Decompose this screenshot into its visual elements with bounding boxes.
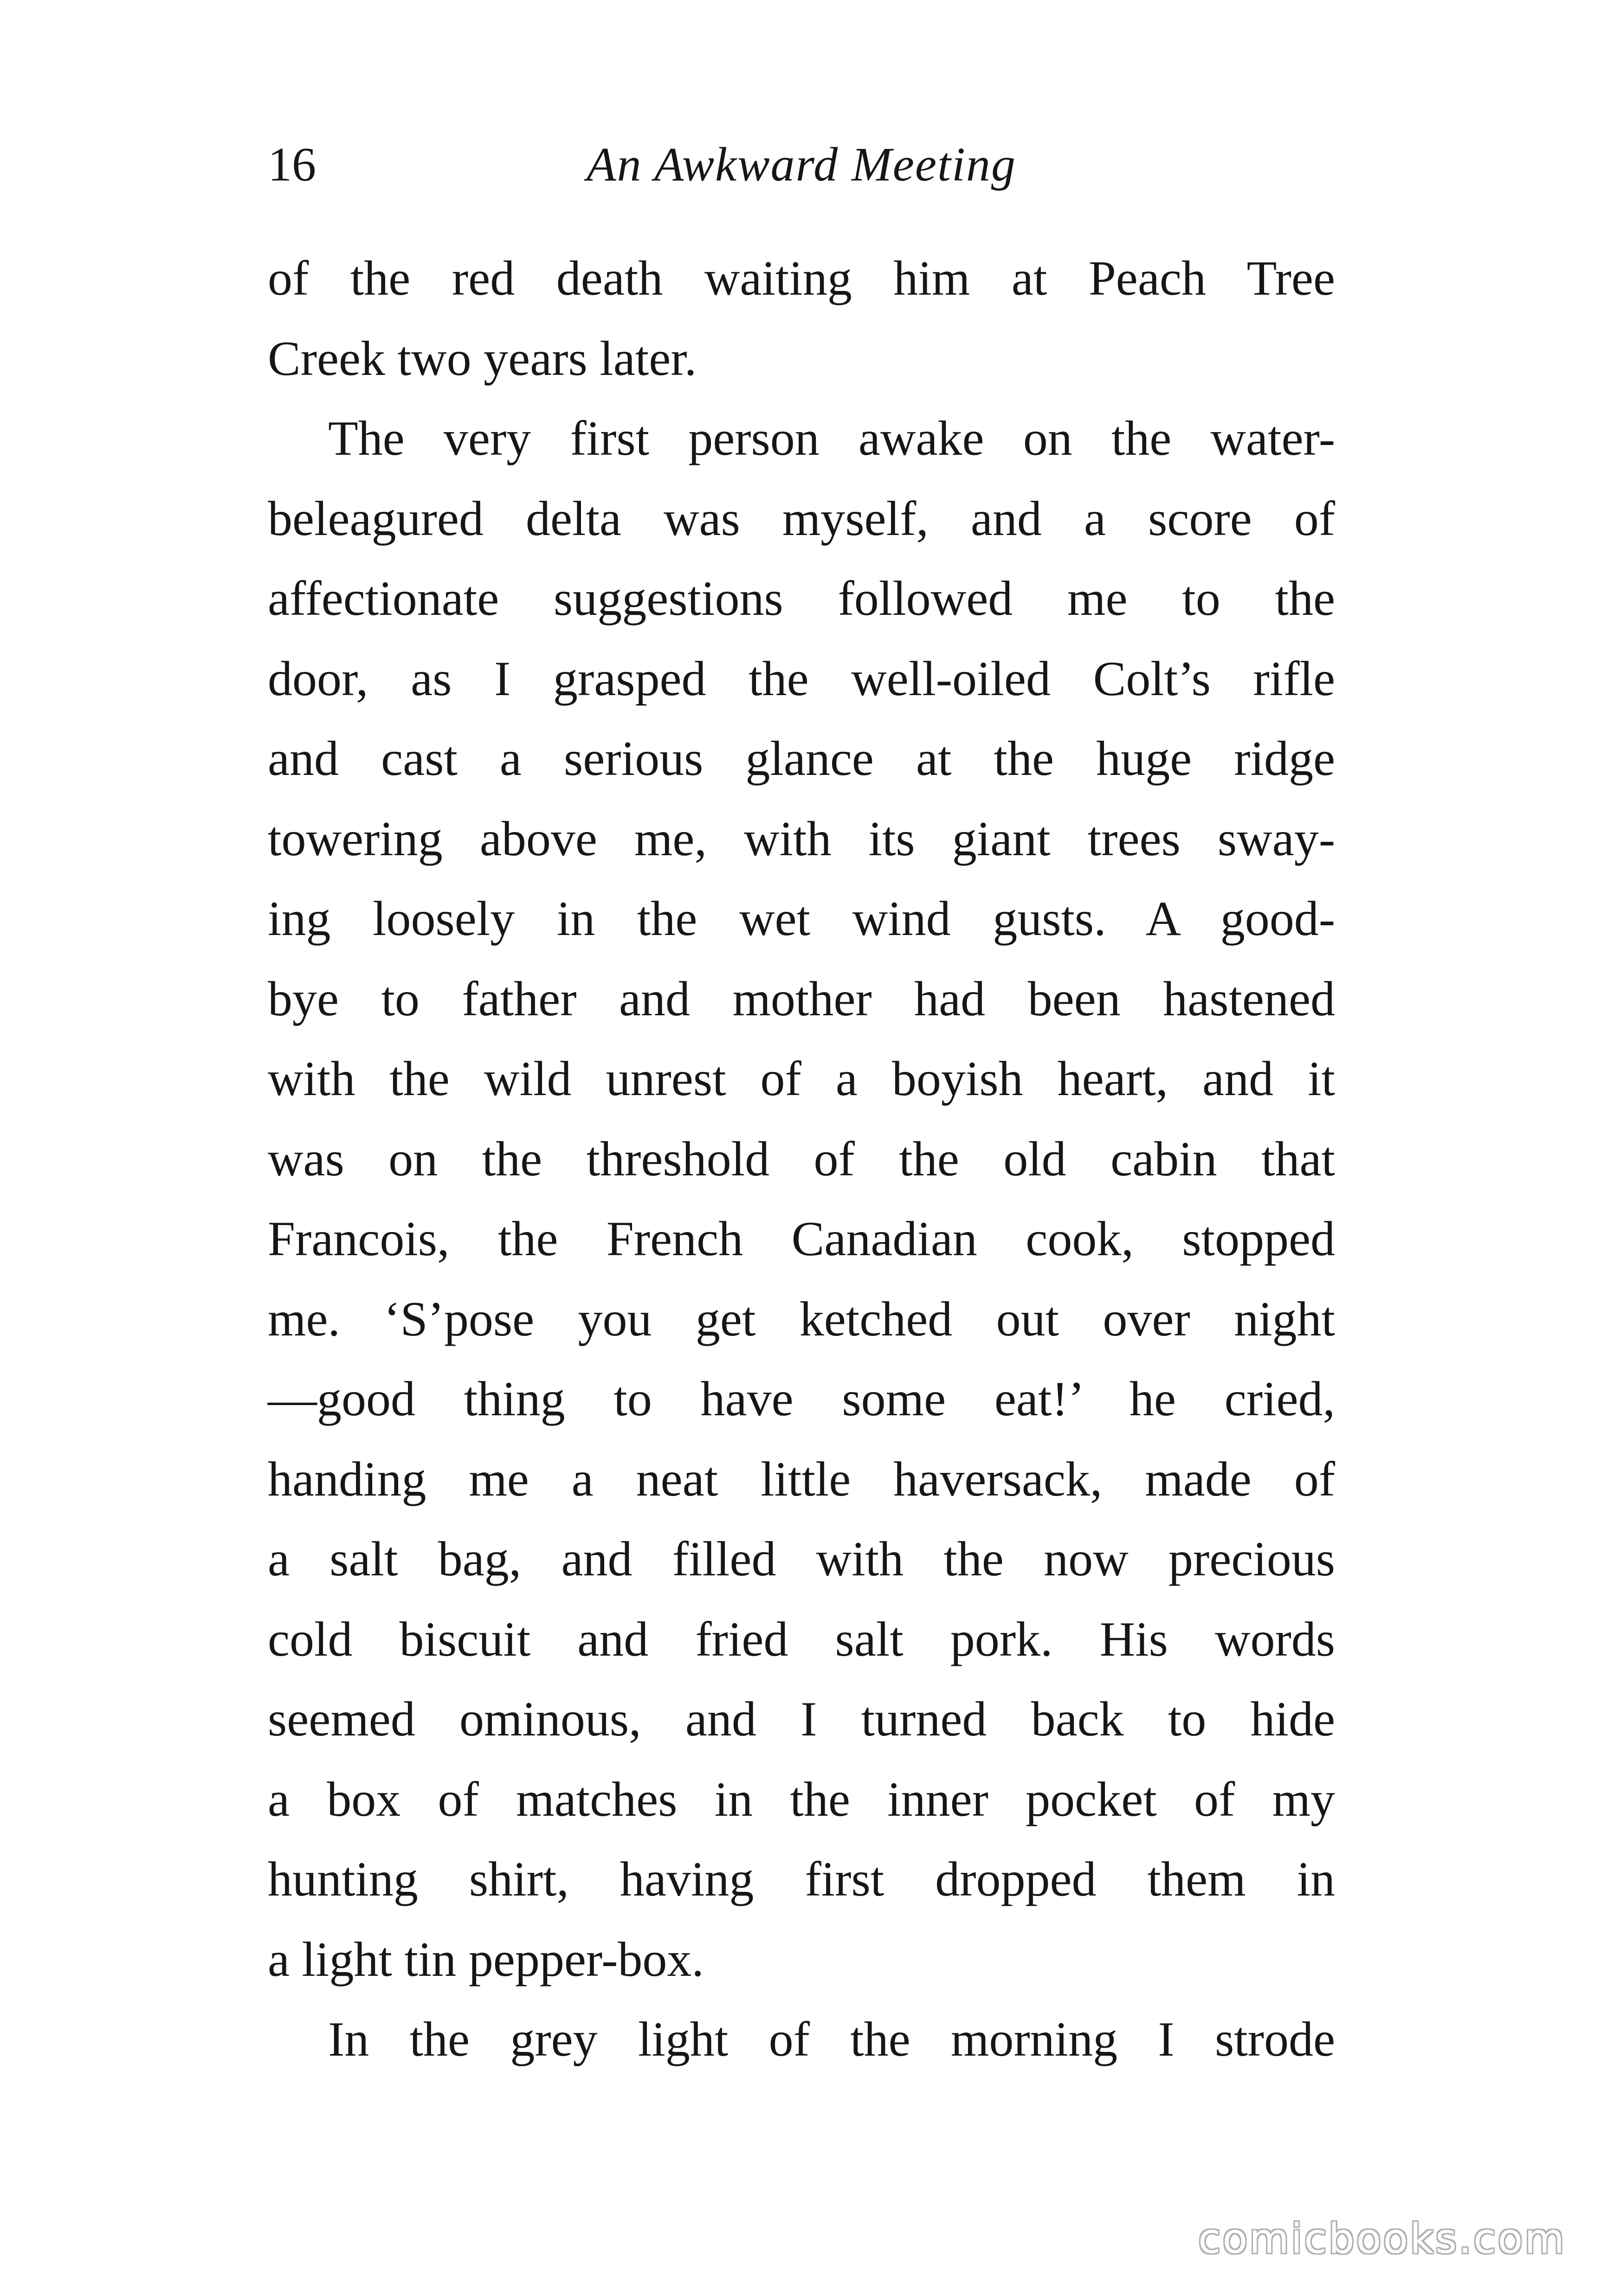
- text-line: a box of matches in the inner pocket of my: [268, 1772, 1335, 1826]
- text-line: hunting shirt, having first dropped them in: [268, 1852, 1335, 1906]
- body-text: [268, 239, 1335, 2080]
- text-line: and cast a serious glance at the huge ridge: [268, 731, 1335, 786]
- text-line: seemed ominous, and I turned back to hide: [268, 1692, 1335, 1746]
- text-line: handing me a neat little haversack, made of: [268, 1451, 1335, 1506]
- running-head: [268, 135, 1335, 195]
- text-line: The very first person awake on the water-: [328, 411, 1335, 465]
- text-line: a light tin pepper-box.: [268, 1932, 704, 1986]
- text-line: with the wild unrest of a boyish heart, and it: [268, 1051, 1335, 1106]
- text-line: door, as I grasped the well-oiled Colt’s rifle: [268, 651, 1335, 706]
- text-line: was on the threshold of the old cabin that: [268, 1131, 1335, 1186]
- text-line: bye to father and mother had been hastened: [268, 971, 1335, 1026]
- text-line: —good thing to have some eat!’ he cried,: [268, 1372, 1335, 1426]
- text-line: In the grey light of the morning I strode: [328, 2012, 1335, 2066]
- text-line: Francois, the French Canadian cook, stopped: [268, 1212, 1335, 1266]
- text-line: ing loosely in the wet wind gusts. A good-: [268, 891, 1335, 946]
- text-line: me. ‘S’pose you get ketched out over night: [268, 1291, 1335, 1346]
- running-title: An Awkward Meeting: [587, 138, 1016, 191]
- text-line: of the red death waiting him at Peach Tree: [268, 251, 1335, 305]
- text-line: Creek two years later.: [268, 331, 697, 386]
- text-line: affectionate suggestions followed me to the: [268, 571, 1335, 626]
- text-line: beleagured delta was myself, and a score of: [268, 491, 1335, 546]
- page-number: 16: [268, 138, 316, 191]
- text-line: towering above me, with its giant trees sway-: [268, 811, 1335, 866]
- text-line: a salt bag, and filled with the now precious: [268, 1532, 1335, 1586]
- watermark: comicbooks.com: [1198, 2215, 1566, 2263]
- text-line: cold biscuit and fried salt pork. His words: [268, 1612, 1335, 1666]
